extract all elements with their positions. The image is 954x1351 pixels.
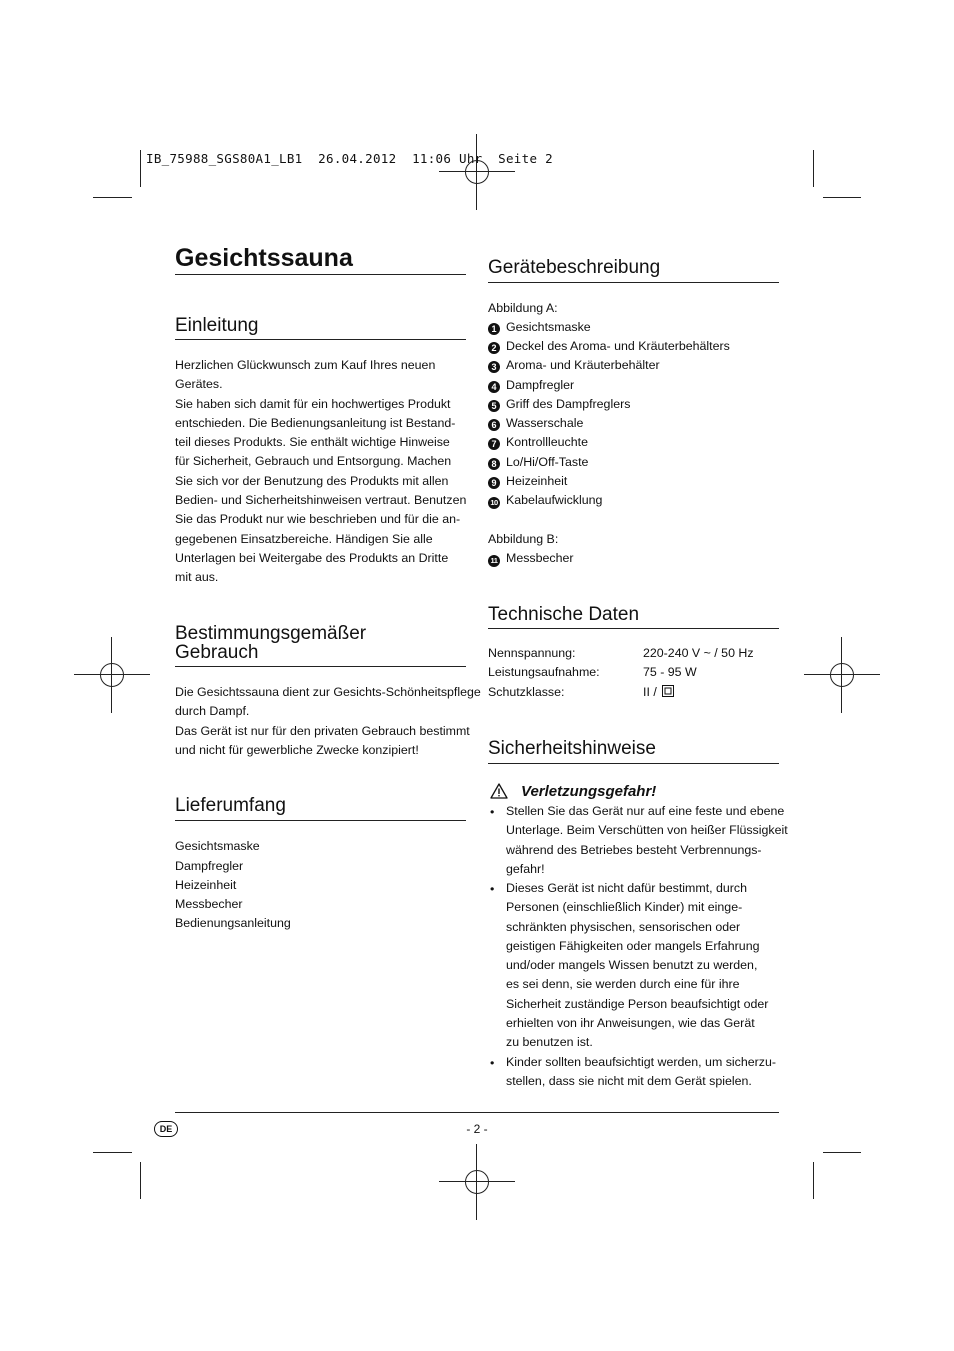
part-label: Lo/Hi/Off-Taste (506, 455, 589, 469)
section-heading-einleitung: Einleitung (175, 315, 259, 336)
divider (488, 282, 779, 283)
crop-mark (813, 150, 814, 187)
lieferumfang-item: Gesichtsmaske (175, 839, 260, 853)
part-number-badge: 10 (488, 497, 500, 509)
bestimmung-text: Die Gesichtssauna dient zur Gesichts-Schönheitspflege durch Dampf. Das Gerät ist nur für den privaten Gebrauch bestimmt und nicht für gewerbliche Zwecke konzipiert! (175, 685, 481, 757)
part-label: Messbecher (506, 551, 574, 565)
safety-bullet-text: Stellen Sie das Gerät nur auf eine feste und ebene Unterlage. Beim Verschütten von heißer Flüssigkeit während des Betriebes besteht Verbrennungs- gefahr! (506, 804, 788, 876)
part-item (488, 356, 660, 375)
page-number: - 2 - (466, 1122, 488, 1136)
spec-label: Nennspannung: (488, 646, 576, 660)
part-number-badge: 11 (488, 555, 500, 567)
crop-mark (140, 1162, 141, 1199)
part-label: Griff des Dampfreglers (506, 397, 631, 411)
registration-mark (74, 637, 150, 713)
part-label: Aroma- und Kräuterbehälter (506, 358, 660, 372)
spec-value (643, 685, 674, 699)
part-number-badge: 9 (488, 477, 500, 489)
part-label: Dampfregler (506, 378, 575, 392)
registration-mark (439, 134, 515, 210)
part-item (488, 318, 591, 337)
part-number-badge: 5 (488, 400, 500, 412)
part-label: Kabelaufwicklung (506, 493, 603, 507)
section-heading-lieferumfang: Lieferumfang (175, 795, 286, 816)
part-number-badge: 2 (488, 342, 500, 354)
double-insulation-icon (662, 685, 674, 697)
page-title: Gesichtssauna (175, 244, 353, 272)
part-item (488, 337, 730, 356)
crop-mark (140, 150, 141, 187)
section-heading-bestimmung-1: Bestimmungsgemäßer (175, 623, 367, 644)
registration-mark (804, 637, 880, 713)
divider (175, 820, 466, 821)
print-slug: IB_75988_SGS80A1_LB1 26.04.2012 11:06 Uhr Seite 2 (146, 151, 553, 166)
section-heading-bestimmung-2: Gebrauch (175, 642, 259, 663)
part-item (488, 491, 602, 510)
registration-mark (439, 1144, 515, 1220)
spec-label: Leistungsaufnahme: (488, 665, 600, 679)
crop-mark (813, 1162, 814, 1199)
part-item (488, 414, 583, 433)
crop-mark (93, 1152, 132, 1153)
bullet-marker: • (490, 805, 495, 819)
bullet-marker: • (490, 882, 495, 896)
part-label: Gesichtsmaske (506, 320, 591, 334)
abbildung-a-label: Abbildung A: (488, 301, 558, 315)
spec-value: 220-240 V ~ / 50 Hz (643, 646, 754, 660)
part-label: Deckel des Aroma- und Kräuterbehälters (506, 339, 730, 353)
spec-value: 75 - 95 W (643, 665, 697, 679)
safety-bullet-text: Dieses Gerät ist nicht dafür bestimmt, durch Personen (einschließlich Kinder) mit einge- schränkten physischen, sensorischen oder geistigen Fähigkeiten oder mangels Erfahrung und/oder mangels Wissen benutzt zu werden, es sei denn, sie werden durch eine für ihre Sicherheit zuständige Person beaufsichtigt oder erhielten von ihr Anweisungen, wie das Gerät zu benutzen ist. (506, 881, 769, 1050)
section-heading-technik: Technische Daten (488, 604, 640, 625)
divider (488, 763, 779, 764)
part-number-badge: 8 (488, 458, 500, 470)
part-item (488, 395, 630, 414)
part-number-badge: 7 (488, 438, 500, 450)
abbildung-b-label: Abbildung B: (488, 532, 559, 546)
crop-mark (823, 1152, 861, 1153)
part-item (488, 472, 567, 491)
part-number-badge: 3 (488, 361, 500, 373)
lieferumfang-item: Dampfregler (175, 859, 244, 873)
section-heading-geraet: Gerätebeschreibung (488, 257, 661, 278)
warning-icon (490, 783, 508, 799)
part-item (488, 376, 574, 395)
warning-title: Verletzungsgefahr! (521, 783, 657, 800)
safety-bullet-text: Kinder sollten beaufsichtigt werden, um sicherzu- stellen, dass sie nicht mit dem Gerät spielen. (506, 1055, 776, 1089)
part-number-badge: 1 (488, 323, 500, 335)
part-label: Kontrollleuchte (506, 435, 588, 449)
part-number-badge: 6 (488, 419, 500, 431)
divider (175, 666, 466, 667)
divider (175, 339, 466, 340)
bullet-marker: • (490, 1056, 495, 1070)
divider (488, 628, 779, 629)
part-item (488, 549, 574, 568)
part-item (488, 433, 588, 452)
section-heading-sicherheit: Sicherheitshinweise (488, 738, 656, 759)
crop-mark (823, 197, 861, 198)
einleitung-text: Herzlichen Glückwunsch zum Kauf Ihres neuen Gerätes. Sie haben sich damit für ein hochwertiges Produkt entschieden. Die Bedienungsanleitung ist Bestand- teil dieses Produkts. Sie enthält wichtige Hinweise für Sicherheit, Gebrauch und Entsorgung. Machen Sie sich vor der Benutzung des Produkts mit allen Bedien- und Sicherheitshinweisen vertraut. Benutzen Sie das Produkt nur wie beschrieben und für die an- gegebenen Einsatzbereiche. Händigen Sie alle Unterlagen bei Weitergabe des Produkts an Dritte mit aus. (175, 358, 467, 585)
part-item (488, 453, 588, 472)
part-label: Wasserschale (506, 416, 584, 430)
footer-divider (175, 1112, 779, 1113)
part-number-badge: 4 (488, 381, 500, 393)
divider (175, 274, 466, 275)
part-label: Heizeinheit (506, 474, 568, 488)
protection-class-text: II / (643, 685, 657, 699)
spec-label: Schutzklasse: (488, 685, 565, 699)
crop-mark (93, 197, 132, 198)
language-badge: DE (154, 1121, 178, 1137)
lieferumfang-item: Messbecher (175, 897, 243, 911)
lieferumfang-item: Bedienungsanleitung (175, 916, 291, 930)
lieferumfang-item: Heizeinheit (175, 878, 237, 892)
